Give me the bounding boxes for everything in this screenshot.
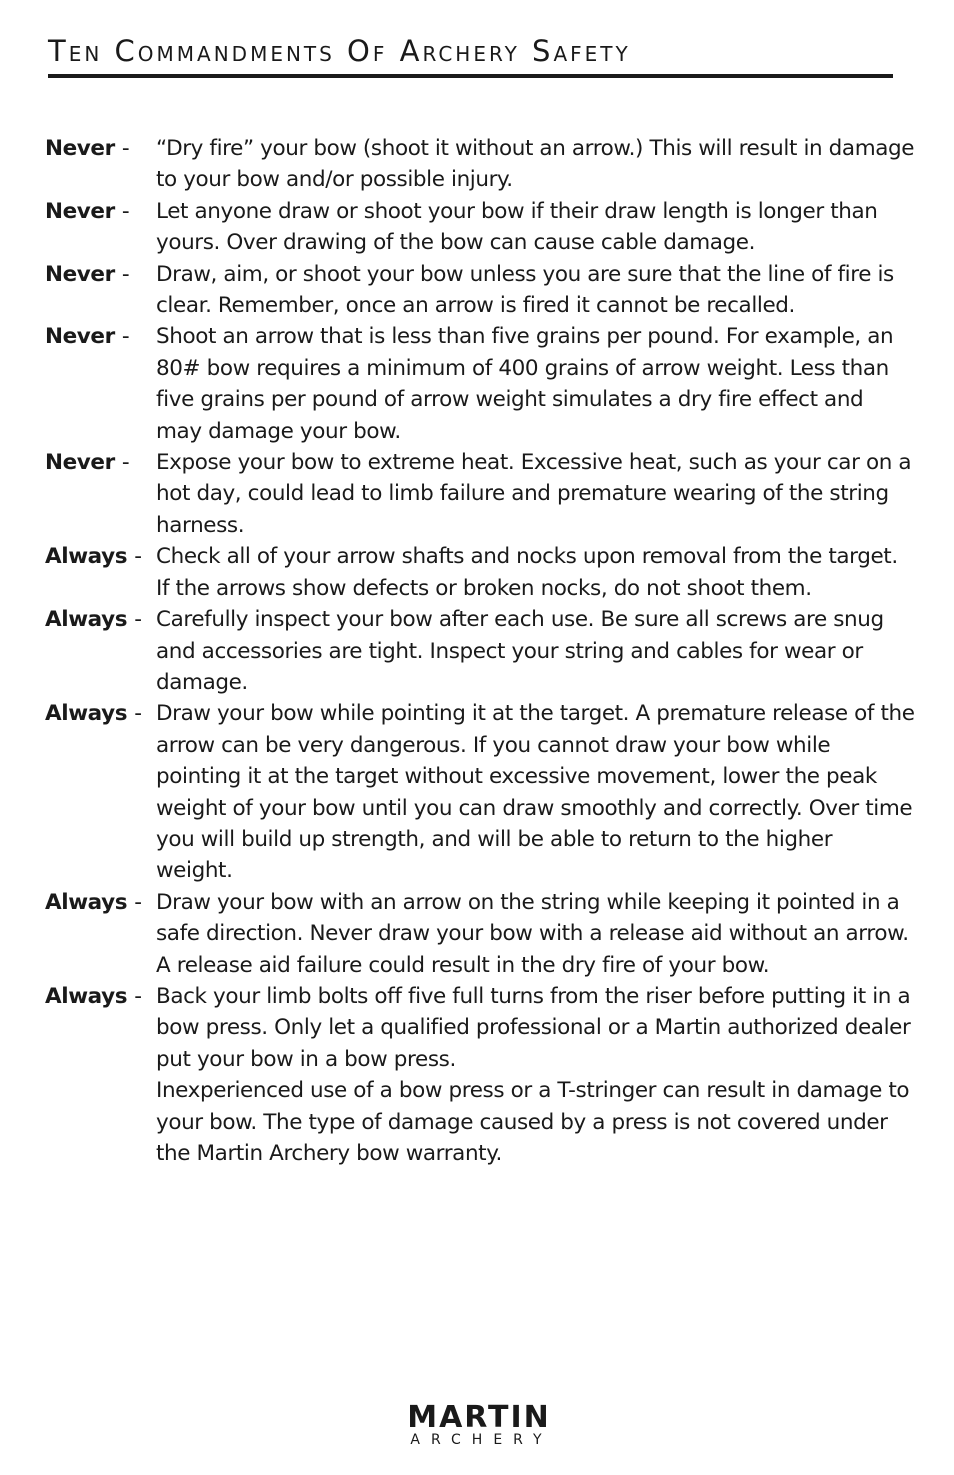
commandment-text [156,887,915,981]
commandment-paragraph: Draw your bow while pointing it at the target. A premature release of the arrow can be very dangerous. If you cannot draw your bow while pointing it at the target without excessive movement, lower the peak weight of your bow until you can draw smoothly and correctly. Over time you will build up strength, and will be able to return to the higher weight. [156,701,915,884]
commandment-paragraph: Draw your bow with an arrow on the string while keeping it pointed in a safe direction. Never draw your bow with a release aid without an arrow. A release aid failure could result in the dry fire of your bow. [156,889,909,978]
commandment-paragraph: Inexperienced use of a bow press or a T-stringer can result in damage to your bow. The type of damage caused by a press is not covered under the Martin Archery bow warranty. [156,1078,910,1166]
commandment-paragraph: Shoot an arrow that is less than five grains per pound. For example, an 80# bow requires a minimum of 400 grains of arrow weight. Less than five grains per pound of arrow weight simulates a dry fire effect and may damage your bow. [156,324,894,444]
commandment-keyword: Never - [45,324,130,350]
commandment-keyword: Never - [45,136,130,161]
commandment-item [45,981,915,1169]
commandment-item [45,887,915,981]
commandment-text [156,196,915,259]
page-title: Ten Commandments Of Archery Safety [48,34,631,68]
commandment-item [45,698,915,886]
logo-subtitle: ARCHERY [410,1432,553,1448]
commandment-text [156,321,915,447]
commandment-text [156,259,915,322]
commandment-text [156,698,915,886]
commandment-paragraph: Back your limb bolts off five full turns from the riser before putting it in a bow press. Only let a qualified professional or a Martin authorized dealer put your bow in a bow press. [156,983,911,1072]
commandment-paragraph: Let anyone draw or shoot your bow if their draw length is longer than yours. Over drawing of the bow can cause cable damage. [156,198,878,256]
commandment-item [45,321,915,447]
commandment-item [45,259,915,322]
commandment-keyword: Always - [45,544,142,570]
martin-archery-logo [384,1400,574,1448]
commandment-keyword: Always - [45,889,142,915]
commandment-keyword: Always - [45,607,142,633]
commandment-paragraph: Expose your bow to extreme heat. Excessive heat, such as your car on a hot day, could lead to limb failure and premature wearing of the string harness. [156,450,912,538]
commandment-text [156,604,915,698]
commandment-keyword: Never - [45,261,130,287]
commandment-text [156,981,915,1169]
commandment-list [45,133,915,1169]
commandment-item [45,604,915,698]
commandment-keyword: Always - [45,701,142,727]
commandment-text [156,133,915,196]
commandment-item [45,447,915,541]
commandment-item [45,196,915,259]
commandment-item [45,541,915,604]
commandment-paragraph: Check all of your arrow shafts and nocks upon removal from the target. If the arrows show defects or broken nocks, do not shoot them. [156,544,898,601]
commandment-item [45,133,915,196]
commandment-text [156,541,915,604]
title-underline [48,74,893,78]
commandment-paragraph: Carefully inspect your bow after each use. Be sure all screws are snug and accessories are tight. Inspect your string and cables for wear or damage. [156,607,884,695]
commandment-paragraph: “Dry fire” your bow (shoot it without an arrow.) This will result in damage to your bow and/or possible injury. [156,136,915,193]
commandment-paragraph: Draw, aim, or shoot your bow unless you are sure that the line of fire is clear. Remember, once an arrow is fired it cannot be recalled. [156,261,894,319]
logo-wordmark: MARTIN [407,1400,551,1435]
commandment-text [156,447,915,541]
commandment-keyword: Always - [45,983,142,1009]
commandment-keyword: Never - [45,450,130,476]
commandment-keyword: Never - [45,198,130,224]
